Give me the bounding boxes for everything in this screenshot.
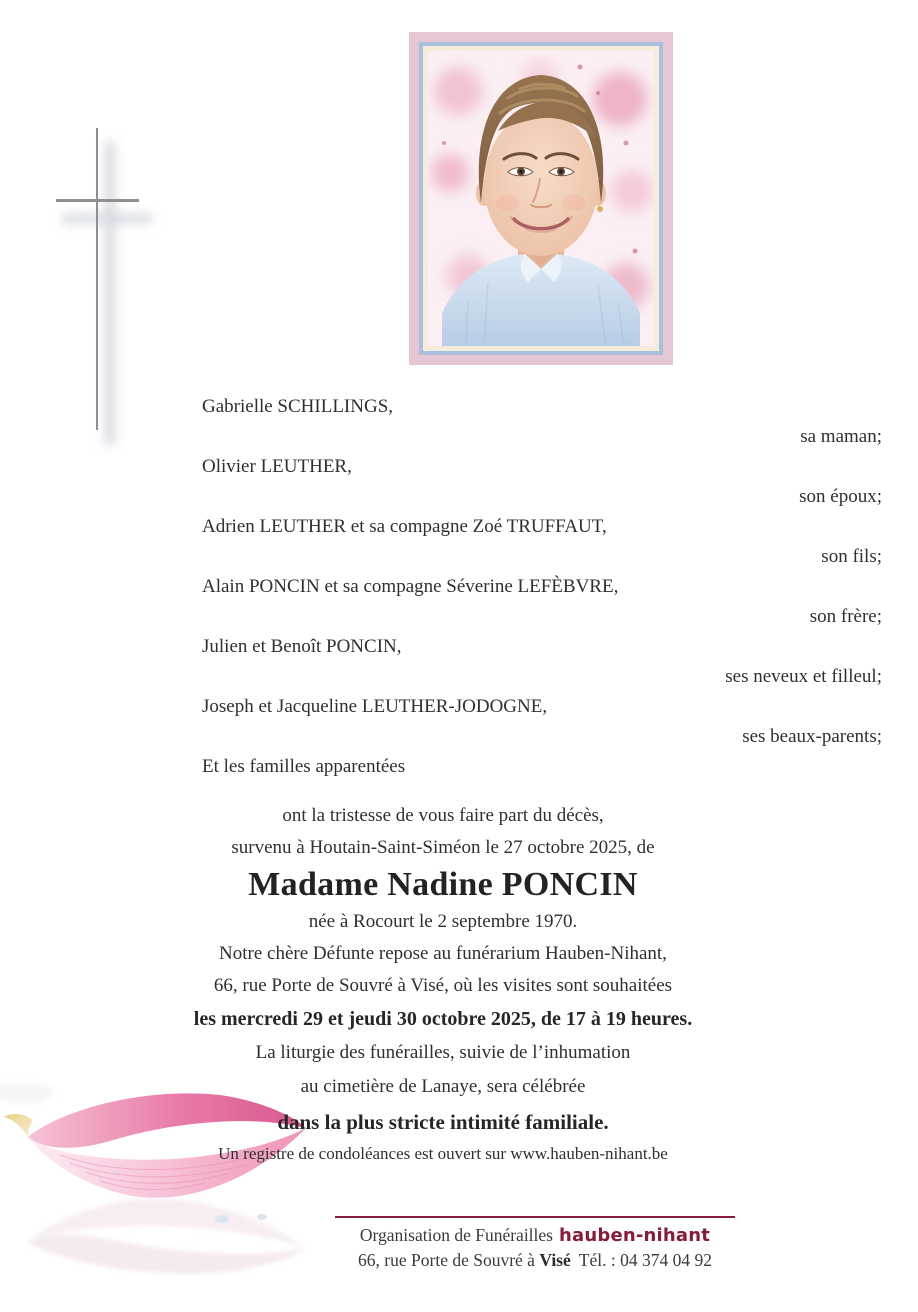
family-names: Et les familles apparentées <box>202 756 406 777</box>
family-relation: sa maman; <box>800 426 882 447</box>
privacy-line: dans la plus stricte intimité familiale. <box>277 1110 609 1134</box>
photo-frame-blue-border <box>419 42 663 355</box>
family-relation: ses beaux-parents; <box>742 726 882 747</box>
family-names: Alain PONCIN et sa compagne Séverine LEFÈBVRE, <box>202 576 619 597</box>
cross-vertical-bar <box>96 128 98 430</box>
repose-line: Notre chère Défunte repose au funérarium Hauben-Nihant, <box>219 943 667 964</box>
family-names: Joseph et Jacqueline LEUTHER-JODOGNE, <box>202 696 548 717</box>
footer <box>135 1216 918 1272</box>
family-relation: son frère; <box>809 606 882 627</box>
condolence-register-line: Un registre de condoléances est ouvert sur www.hauben-nihant.be <box>218 1144 668 1163</box>
visits-line: les mercredi 29 et jeudi 30 octobre 2025, de 17 à 19 heures. <box>193 1008 693 1030</box>
birth-line: née à Rocourt le 2 septembre 1970. <box>308 911 578 932</box>
organisation-label: Organisation de Funérailles <box>359 1225 553 1245</box>
family-list <box>202 392 882 782</box>
family-relation: son époux; <box>799 486 882 507</box>
announcement <box>3 800 883 1168</box>
liturgy-line: au cimetière de Lanaye, sera célébrée <box>300 1076 586 1097</box>
family-names: Olivier LEUTHER, <box>202 456 352 477</box>
address-city: Visé <box>539 1250 571 1270</box>
repose-line: 66, rue Porte de Souvré à Visé, où les visites sont souhaitées <box>213 975 673 996</box>
portrait-illustration <box>428 51 654 346</box>
family-relation: ses neveux et filleul; <box>725 666 882 687</box>
footer-address-line <box>135 1248 918 1272</box>
photo-frame-cream-border <box>423 46 659 351</box>
footer-divider <box>335 1216 735 1218</box>
family-names: Adrien LEUTHER et sa compagne Zoé TRUFFAUT, <box>202 516 607 537</box>
liturgy-line: La liturgie des funérailles, suivie de l’inhumation <box>255 1042 631 1063</box>
family-names: Gabrielle SCHILLINGS, <box>202 396 394 417</box>
footer-organisation-line <box>135 1223 918 1248</box>
phone-number: Tél. : 04 374 04 92 <box>578 1250 712 1270</box>
deceased-name: Madame Nadine PONCIN <box>248 866 638 903</box>
address-prefix: 66, rue Porte de Souvré à <box>358 1250 540 1270</box>
intro-line: ont la tristesse de vous faire part du décès, <box>282 805 604 826</box>
cross-horizontal-bar <box>56 199 139 202</box>
memorial-photo <box>409 32 673 365</box>
intro-line: survenu à Houtain-Saint-Siméon le 27 octobre 2025, de <box>231 837 655 858</box>
brand-logo: hauben-nihant <box>558 1225 711 1246</box>
cross-watermark-icon <box>0 0 200 470</box>
cross-shadow <box>62 213 152 224</box>
cross-shadow <box>104 142 116 445</box>
family-relation: son fils; <box>821 546 882 567</box>
family-names: Julien et Benoît PONCIN, <box>202 636 402 657</box>
